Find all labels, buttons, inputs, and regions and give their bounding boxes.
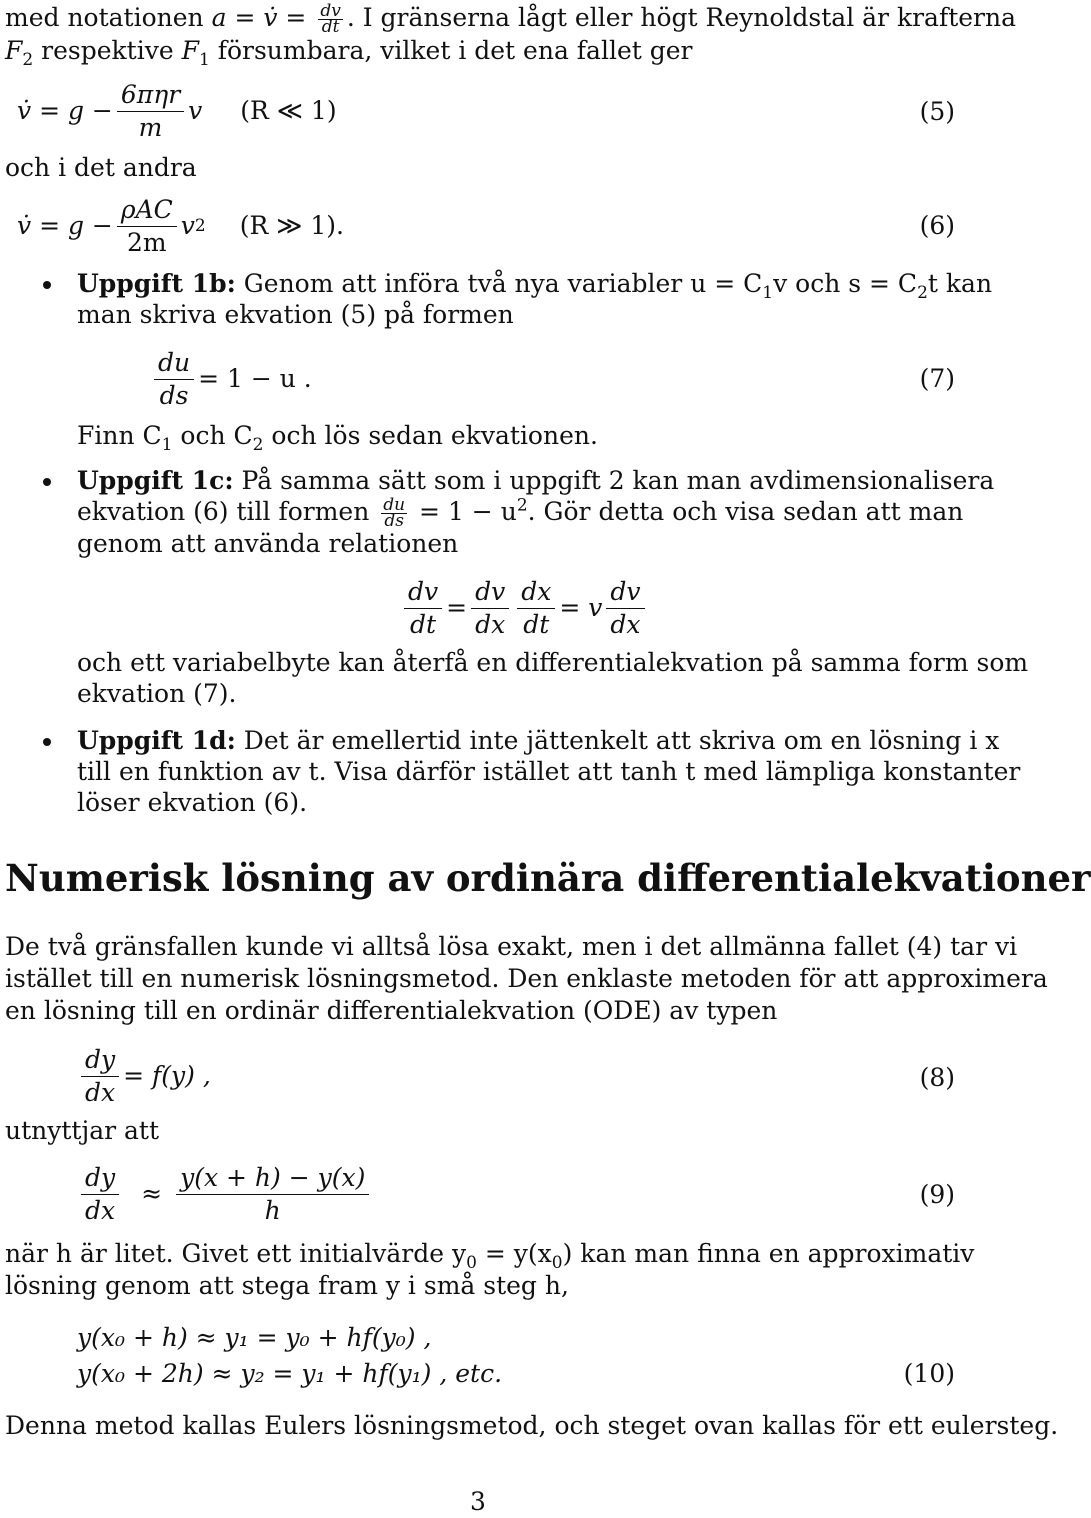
text-span: ekvation (6) till formen <box>77 497 378 526</box>
eq-fraction <box>154 348 194 411</box>
bullet-icon <box>43 281 51 289</box>
task-1d-line-1 <box>77 725 999 757</box>
text-span: . Gör detta och visa sedan att man <box>527 497 964 526</box>
text-span: med notationen <box>5 3 212 32</box>
eq-fraction <box>404 577 442 640</box>
equation-number: (9) <box>919 1180 955 1209</box>
task-1d-line-2: till en funktion av t. Visa därför istället att tanh t med lämpliga konstanter <box>77 757 1021 786</box>
eq-fraction <box>471 577 509 640</box>
equation-7 <box>150 345 312 413</box>
eq-operator: = v <box>559 593 603 622</box>
text-span: och C <box>172 421 253 450</box>
task-label: Uppgift 1c: <box>77 466 234 495</box>
frac-numerator: dy <box>81 1045 119 1077</box>
text-span: Finn C <box>77 421 162 450</box>
eq-lhs: v̇ = g − <box>17 211 113 240</box>
eq-rhs: = f(y) , <box>123 1061 211 1090</box>
section-heading: Numerisk lösning av ordinära differentialekvationer <box>5 856 1091 900</box>
text-span: På samma sätt som i uppgift 2 kan man avdimensionalisera <box>233 466 995 495</box>
equation-5 <box>17 80 337 142</box>
equation-8 <box>77 1043 211 1109</box>
frac-denominator: dx <box>85 1077 116 1107</box>
task-label: Uppgift 1d: <box>77 726 236 755</box>
frac-denominator: dt <box>321 17 340 37</box>
paragraph-line: istället till en numerisk lösningsmetod. Den enklaste metoden för att approximera <box>5 964 1048 993</box>
eq-fraction <box>117 80 184 143</box>
eq-fraction <box>117 195 177 258</box>
eq-fraction <box>606 577 644 640</box>
intro-line-2 <box>5 35 693 70</box>
equation-9 <box>77 1160 373 1228</box>
bullet-icon <box>43 478 51 486</box>
frac-numerator: y(x + h) − y(x) <box>176 1163 369 1195</box>
frac-numerator: ρAC <box>117 195 177 227</box>
text-span: = 1 − u <box>411 497 517 526</box>
equation-number: (8) <box>919 1063 955 1092</box>
task-1d-line-3: löser ekvation (6). <box>77 788 308 817</box>
eq-fraction <box>81 1163 119 1226</box>
frac-numerator: dv <box>404 577 442 609</box>
subscript: 2 <box>22 49 34 70</box>
paragraph-line <box>5 1238 975 1273</box>
math-inline: a = v̇ = <box>211 3 307 32</box>
text-span: v och s = C <box>773 269 918 298</box>
eq-condition: (R ≫ 1). <box>239 211 344 240</box>
equation-number: (5) <box>919 97 955 126</box>
text-span: försumbara, vilket i det ena fallet ger <box>209 36 693 65</box>
subscript: 2 <box>917 282 928 303</box>
text-span: Det är emellertid inte jättenkelt att skriva om en lösning i x <box>235 726 1000 755</box>
text-span: = y(x <box>476 1239 552 1268</box>
frac-denominator: 2m <box>127 227 167 257</box>
task-1c-line-3: genom att använda relationen <box>77 529 459 558</box>
frac-denominator: dx <box>475 609 506 639</box>
eq-fraction <box>81 1045 119 1108</box>
eq-condition: (R ≪ 1) <box>240 96 337 125</box>
eq-rhs: v <box>180 211 195 240</box>
equation-6: v̇ = g − $\frac{\text{ρAC}}{2m}$ v 2 (R ≫ 1). <box>17 194 344 257</box>
text-span: och lös sedan ekvationen. <box>263 421 598 450</box>
equation-number: (6) <box>919 211 955 240</box>
eq-lhs: v̇ = g − <box>17 96 113 125</box>
bullet-icon <box>43 738 51 746</box>
subscript: 0 <box>551 1252 563 1273</box>
frac-numerator: dv <box>471 577 509 609</box>
subscript: 0 <box>466 1252 477 1273</box>
task-1c-line-5: ekvation (7). <box>77 679 237 708</box>
text-line: utnyttjar att <box>5 1116 160 1145</box>
math-var: F <box>5 36 23 65</box>
text-span: ) kan man finna en approximativ <box>562 1239 975 1268</box>
eq-rhs: = 1 − u . <box>198 364 312 393</box>
inline-fraction <box>318 1 343 37</box>
eq-rhs: v <box>188 96 203 125</box>
equation-number: (10) <box>903 1359 955 1388</box>
text-span: . I gränserna lågt eller högt Reynoldstal är krafterna <box>346 3 1017 32</box>
task-1c-line-2 <box>77 496 963 529</box>
frac-numerator: du <box>154 348 194 380</box>
paragraph-line: lösning genom att stega fram y i små steg h, <box>5 1271 569 1300</box>
paragraph-line: De två gränsfallen kunde vi alltså lösa exakt, men i det allmänna fallet (4) tar vi <box>5 932 1018 961</box>
frac-denominator: h <box>264 1195 281 1225</box>
inline-fraction <box>381 495 407 531</box>
superscript: 2 <box>516 495 528 516</box>
task-1c-line-1 <box>77 465 994 497</box>
frac-numerator: dv <box>606 577 644 609</box>
frac-denominator: ds <box>159 380 189 410</box>
paragraph-line: Denna metod kallas Eulers lösningsmetod, och steget ovan kallas för ett eulersteg. <box>5 1411 1059 1440</box>
frac-numerator: du <box>383 495 406 515</box>
frac-denominator: dt <box>410 609 437 639</box>
task-1c-line-4: och ett variabelbyte kan återfå en differentialekvation på samma form som <box>77 648 1029 677</box>
task-1b-line-1 <box>77 268 993 303</box>
frac-denominator: dt <box>523 609 550 639</box>
chain-rule-equation <box>400 572 649 644</box>
math-var: F <box>181 36 199 65</box>
subscript: 1 <box>762 282 774 303</box>
subscript: 1 <box>161 434 173 455</box>
equation-number: (7) <box>919 364 955 393</box>
equation-10-row-1: y(x₀ + h) ≈ y₁ = y₀ + hf(y₀) , <box>77 1323 432 1352</box>
task-1b-line-3 <box>77 420 598 455</box>
equation-10-row-2: y(x₀ + 2h) ≈ y₂ = y₁ + hf(y₁) , etc. <box>77 1359 503 1388</box>
frac-denominator: dx <box>610 609 641 639</box>
task-1b-line-2: man skriva ekvation (5) på formen <box>77 300 514 329</box>
frac-numerator: dy <box>81 1163 119 1195</box>
subscript: 1 <box>198 49 210 70</box>
frac-numerator: dx <box>517 577 555 609</box>
eq-operator: = <box>446 593 468 622</box>
eq-fraction <box>176 1163 369 1226</box>
paragraph-line: en lösning till en ordinär differentialekvation (ODE) av typen <box>5 996 778 1025</box>
text-span: t kan <box>927 269 993 298</box>
frac-numerator: dv <box>320 1 341 21</box>
page-number: 3 <box>470 1487 486 1516</box>
text-span: Genom att införa två nya variabler u = C <box>235 269 763 298</box>
subscript: 2 <box>252 434 264 455</box>
frac-denominator: m <box>138 112 163 142</box>
eq-operator: ≈ <box>141 1179 163 1208</box>
frac-denominator: ds <box>384 511 404 531</box>
intro-line-1 <box>5 2 1016 35</box>
eq-fraction <box>517 577 555 640</box>
text-span: respektive <box>33 36 182 65</box>
frac-numerator: 6πηr <box>117 80 184 112</box>
task-label: Uppgift 1b: <box>77 269 236 298</box>
frac-denominator: dx <box>85 1195 116 1225</box>
text-line: och i det andra <box>5 153 197 182</box>
text-span: när h är litet. Givet ett initialvärde y <box>5 1239 467 1268</box>
